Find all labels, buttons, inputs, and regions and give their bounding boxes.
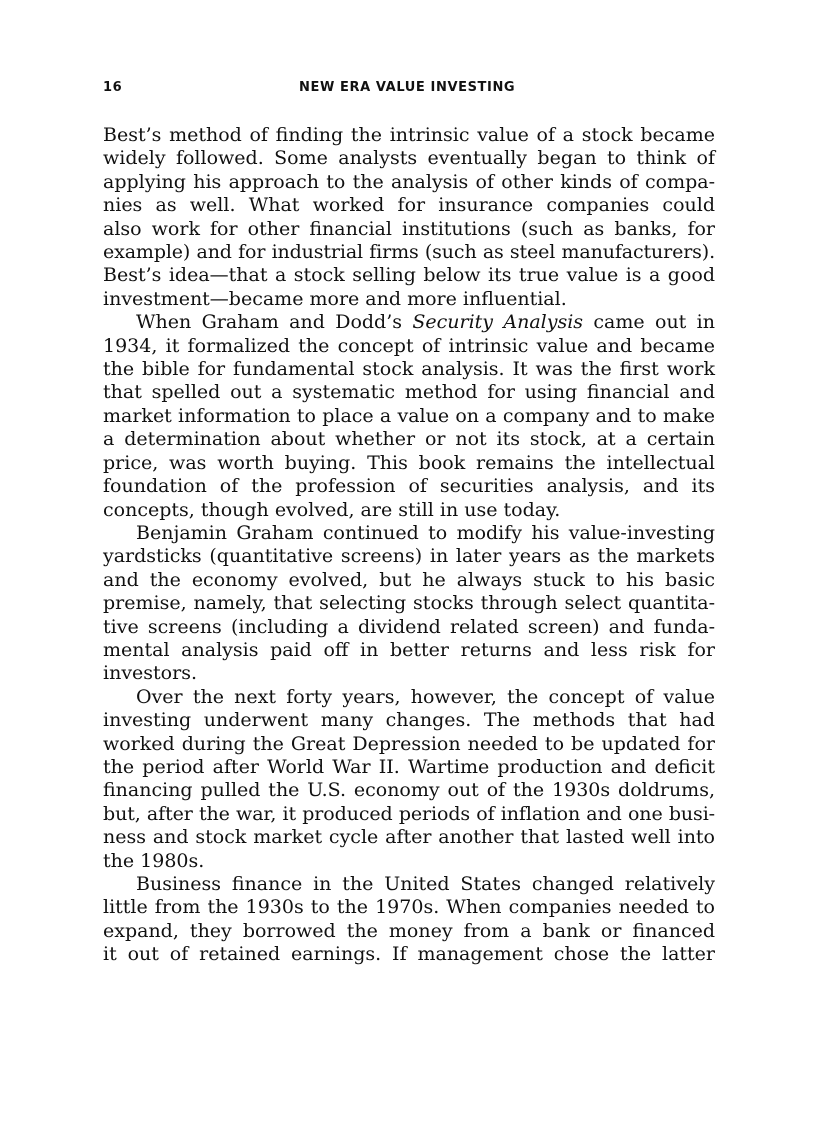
body-text (103, 124, 715, 967)
text-line: little from the 1930s to the 1970s. When companies needed to (103, 896, 715, 919)
text-segment: came out in (583, 311, 715, 334)
text-line: and the economy evolved, but he always stuck to his basic (103, 568, 715, 591)
text-line: ness and stock market cycle after another that lasted well into (103, 826, 715, 849)
text-line: price, was worth buying. This book remains the intellectual (103, 451, 715, 474)
text-line: foundation of the profession of securities analysis, and its (103, 475, 715, 498)
text-line: market information to place a value on a company and to make (103, 404, 715, 427)
text-line: Benjamin Graham continued to modify his value-investing (136, 521, 715, 544)
text-line: yardsticks (quantitative screens) in later years as the markets (103, 545, 715, 568)
text-line: investing underwent many changes. The methods that had (103, 709, 715, 732)
text-line: but, after the war, it produced periods of inflation and one busi- (103, 802, 715, 825)
running-head (103, 80, 715, 100)
text-line: investors. (103, 662, 197, 685)
text-line: Over the next forty years, however, the concept of value (136, 685, 715, 708)
text-line: tive screens (including a dividend related screen) and funda- (103, 615, 715, 638)
text-line: premise, namely, that selecting stocks through select quantita- (103, 592, 715, 615)
running-head-title: NEW ERA VALUE INVESTING (299, 80, 516, 95)
text-line: that spelled out a systematic method for using financial and (103, 381, 715, 404)
text-line: Business finance in the United States changed relatively (136, 873, 715, 895)
text-line: the period after World War II. Wartime production and deficit (103, 755, 715, 778)
text-line: mental analysis paid off in better returns and less risk for (103, 638, 715, 661)
text-line: concepts, though evolved, are still in use today. (103, 498, 561, 521)
text-line: widely followed. Some analysts eventually began to think of (103, 147, 715, 170)
text-line: investment—became more and more influential. (103, 287, 567, 310)
text-segment: When Graham and Dodd’s (136, 311, 413, 334)
text-line: a determination about whether or not its stock, at a certain (103, 428, 715, 451)
text-line: Best’s idea—that a stock selling below its true value is a good (103, 264, 715, 287)
text-line: 1934, it formalized the concept of intrinsic value and became (103, 334, 715, 357)
page-number: 16 (103, 80, 123, 95)
text-line: Best’s method of finding the intrinsic value of a stock became (103, 124, 715, 146)
text-line: it out of retained earnings. If management chose the latter (103, 943, 715, 966)
text-line: applying his approach to the analysis of other kinds of compa- (103, 170, 715, 193)
text-line: the bible for fundamental stock analysis. It was the first work (103, 358, 715, 381)
text-line: the 1980s. (103, 849, 205, 872)
text-line: nies as well. What worked for insurance companies could (103, 194, 715, 217)
text-line: worked during the Great Depression needed to be updated for (103, 732, 715, 755)
text-line: financing pulled the U.S. economy out of the 1930s doldrums, (103, 779, 715, 802)
text-line: also work for other financial institutions (such as banks, for (103, 217, 715, 240)
text-line: expand, they borrowed the money from a bank or financed (103, 919, 715, 942)
book-title-italic: Security Analysis (412, 311, 584, 334)
text-line (103, 311, 715, 334)
text-line: example) and for industrial firms (such as steel manufacturers). (103, 241, 715, 264)
